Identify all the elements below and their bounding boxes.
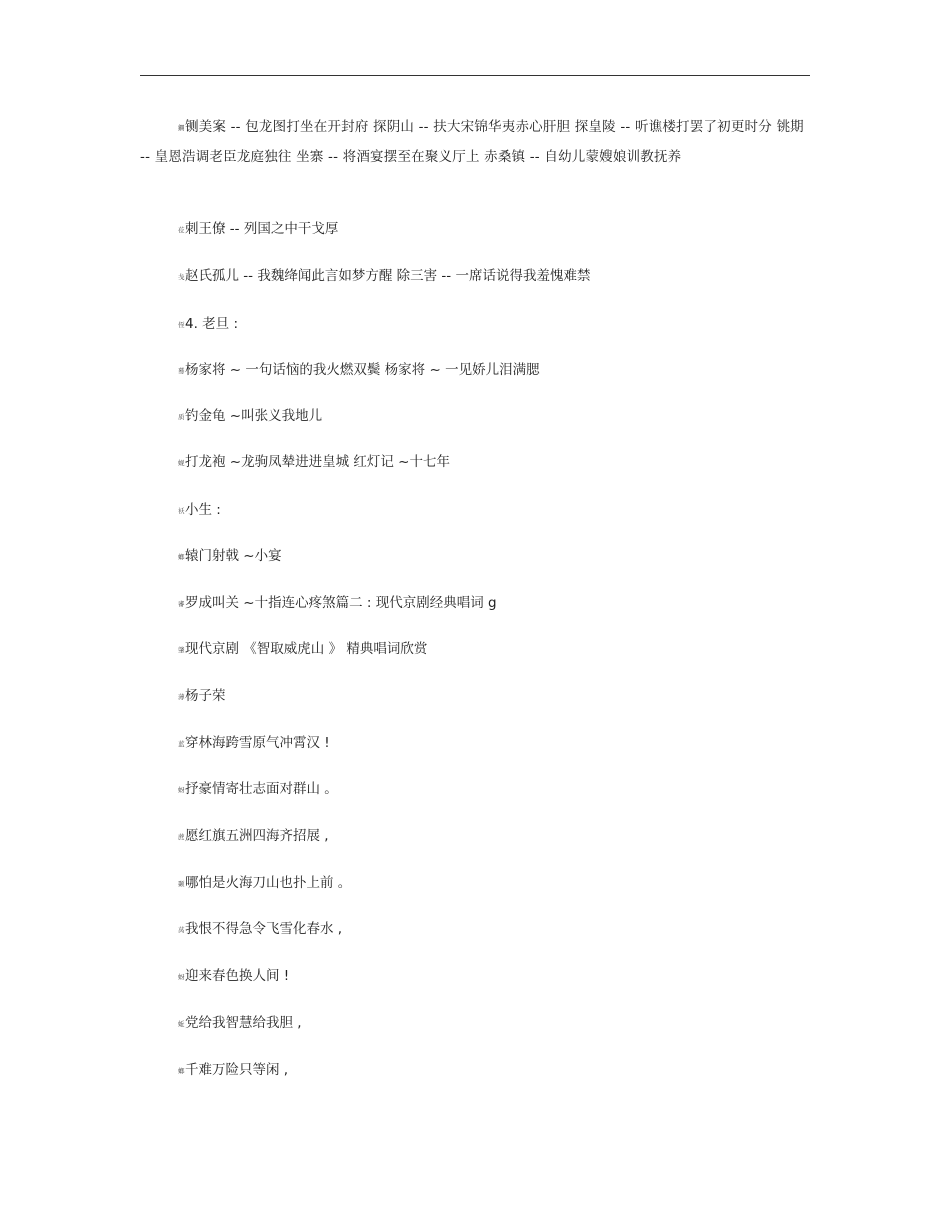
- section-heading: [178, 310, 810, 340]
- lyric-line: [178, 822, 810, 852]
- ocr-marker: 莴: [178, 926, 184, 934]
- ocr-marker: 肇: [178, 646, 184, 654]
- section-heading: [178, 496, 810, 526]
- line-text: 杨子荣: [185, 688, 226, 704]
- lyric-line: [178, 915, 810, 945]
- lyric-line: [178, 1056, 810, 1086]
- character-name: [178, 682, 810, 712]
- ocr-marker: 鐦: [178, 124, 184, 132]
- header-rule: [140, 75, 810, 76]
- ocr-marker: 蔗: [178, 833, 184, 841]
- text-line: [178, 589, 810, 619]
- text-line: [178, 215, 810, 245]
- text-line: [178, 402, 810, 432]
- text-line: [178, 356, 810, 386]
- ocr-marker: 蓝: [178, 740, 184, 748]
- ocr-marker: 螂: [178, 1067, 184, 1075]
- line-text: 4. 老旦 :: [185, 316, 239, 332]
- line-text: 千难万险只等闲 ,: [185, 1062, 289, 1078]
- lyric-line: [178, 962, 810, 992]
- line-text: 罗成叫关 ~十指连心疼煞篇二 : 现代京剧经典唱词 g: [185, 595, 497, 611]
- ocr-marker: 侄: [178, 321, 184, 329]
- ocr-marker: 蚯: [178, 1020, 184, 1028]
- line-text: 愿红旗五洲四海齐招展 ,: [185, 828, 329, 844]
- ocr-marker: 蓦: [178, 367, 184, 375]
- line-text: 刺王僚 -- 列国之中干戈厚: [185, 221, 339, 237]
- line-text: 辕门射戟 ~小宴: [185, 548, 282, 564]
- text-line: [178, 635, 810, 665]
- text-line: [178, 542, 810, 572]
- lyric-line: [178, 1009, 810, 1039]
- ocr-marker: 審: [178, 600, 184, 608]
- lyric-line: [178, 729, 810, 759]
- paragraph-text: 铡美案 -- 包龙图打坐在开封府 探阴山 -- 扶大宋锦华夷赤心肝胆 探皇陵 -- 听谯楼打罢了初更时分 铫期 -- 皇恩浩调老臣龙庭独往 坐寨 -- 将酒宴摆至在聚义厅上 赤桑镇 -- 自幼儿蒙嫂娘训教抚养: [140, 119, 804, 165]
- text-line: [178, 448, 810, 478]
- text-line: [178, 262, 810, 292]
- ocr-marker: 戋: [178, 273, 184, 281]
- line-text: 哪怕是火海刀山也扑上前 。: [185, 875, 352, 891]
- ocr-marker: 蚜: [178, 973, 184, 981]
- ocr-marker: 薄: [178, 693, 184, 701]
- ocr-marker: 蚜: [178, 786, 184, 794]
- paragraph-opera-list: [140, 113, 810, 171]
- line-text: 杨家将 ~ 一句话恼的我火燃双鬓 杨家将 ~ 一见娇儿泪满腮: [185, 362, 540, 378]
- lyric-line: [178, 775, 810, 805]
- ocr-marker: 颞: [178, 880, 184, 888]
- ocr-marker: 莅: [178, 226, 184, 234]
- line-text: 抒豪情寄壮志面对群山 。: [185, 781, 338, 797]
- lyric-line: [178, 869, 810, 899]
- ocr-marker: 袄: [178, 507, 184, 515]
- line-text: 迎来春色换人间 !: [185, 968, 290, 984]
- line-text: 穿林海跨雪原气冲霄汉 !: [185, 735, 330, 751]
- line-text: 现代京剧 《智取威虎山 》 精典唱词欣赏: [185, 641, 428, 657]
- line-text: 钓金龟 ~叫张义我地儿: [185, 408, 323, 424]
- line-text: 小生 :: [185, 502, 221, 518]
- line-text: 党给我智慧给我胆 ,: [185, 1015, 302, 1031]
- line-text: 打龙袍 ~龙驹凤辇进进皇城 红灯记 ~十七年: [185, 454, 450, 470]
- line-text: 赵氏孤儿 -- 我魏绛闻此言如梦方醒 除三害 -- 一席话说得我羞愧难禁: [185, 268, 591, 284]
- ocr-marker: 质: [178, 413, 184, 421]
- ocr-marker: 螂: [178, 553, 184, 561]
- ocr-marker: 蚬: [178, 459, 184, 467]
- line-text: 我恨不得急令飞雪化春水 ,: [185, 921, 343, 937]
